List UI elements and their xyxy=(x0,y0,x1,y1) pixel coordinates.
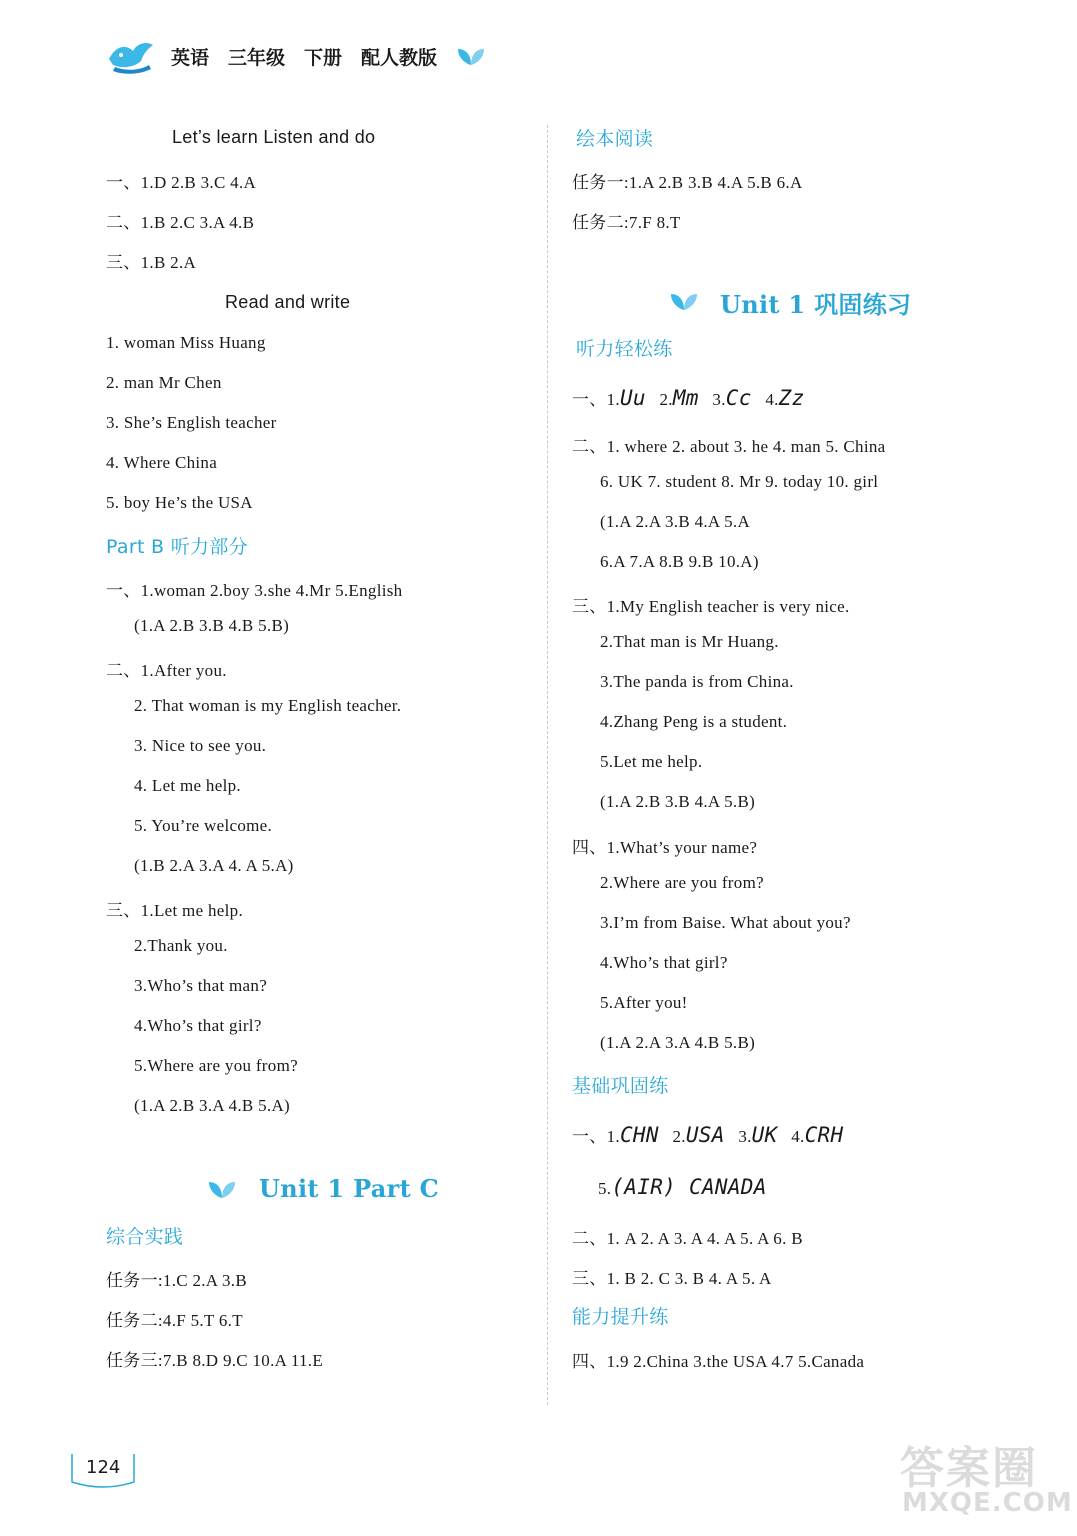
answer-line: 一、1.D 2.B 3.C 4.A xyxy=(106,173,257,192)
answer-line: 二、1. A 2. A 3. A 4. A 5. A 6. B xyxy=(572,1229,803,1248)
answer-line: (1.A 2.B 3.B 4.B 5.B) xyxy=(134,616,290,635)
answer-line: 2. That woman is my English teacher. xyxy=(134,696,402,715)
section-heading-basic: 基础巩固练 xyxy=(572,1075,669,1097)
answer-line: 三、1.My English teacher is very nice. xyxy=(572,597,850,616)
answer-line: (1.A 2.B 3.B 4.A 5.B) xyxy=(600,792,756,811)
leaf-icon xyxy=(456,45,486,67)
page-header xyxy=(105,36,486,76)
answer-prefix: 3. xyxy=(712,390,726,409)
answer-line: 5.Let me help. xyxy=(600,752,703,771)
bird-logo-icon xyxy=(105,37,157,75)
handwritten-answer: Cc xyxy=(725,386,752,410)
page-number: 124 xyxy=(86,1457,121,1478)
answer-line: 6. UK 7. student 8. Mr 9. today 10. girl xyxy=(600,472,879,491)
answer-line: 4. Let me help. xyxy=(134,776,241,795)
answer-line: 二、1.After you. xyxy=(106,661,227,680)
answer-line: 2. man Mr Chen xyxy=(106,373,222,392)
handwritten-answer: Uu xyxy=(619,386,646,410)
answer-line: 四、1.9 2.China 3.the USA 4.7 5.Canada xyxy=(572,1352,865,1371)
answer-line: (1.A 2.B 3.A 4.B 5.A) xyxy=(134,1096,291,1115)
section-heading-listening: 听力轻松练 xyxy=(576,338,673,360)
handwriting-answer-line xyxy=(572,385,805,410)
answer-line: 3. She’s English teacher xyxy=(106,413,277,432)
header-grade: 三年级 xyxy=(228,46,286,69)
answer-line: 4.Who’s that girl? xyxy=(600,953,728,972)
watermark-url: MXQE.COM xyxy=(902,1488,1073,1518)
answer-line: 一、1.woman 2.boy 3.she 4.Mr 5.English xyxy=(106,581,403,600)
handwritten-answer: UK xyxy=(751,1123,778,1147)
watermark xyxy=(900,1432,1073,1528)
unit-1-review-title: Unit 1 巩固练习 xyxy=(720,290,912,319)
leaf-icon xyxy=(206,1178,238,1200)
answer-line: 5. You’re welcome. xyxy=(134,816,273,835)
column-divider xyxy=(547,125,548,1405)
answer-line: 2.Where are you from? xyxy=(600,873,764,892)
answer-line: 四、1.What’s your name? xyxy=(572,838,758,857)
read-write-heading: Read and write xyxy=(225,292,351,312)
handwritten-answer: CRH xyxy=(804,1123,844,1147)
handwriting-answer-line xyxy=(572,1122,843,1147)
section-heading-picture-book: 绘本阅读 xyxy=(576,128,654,150)
answer-line: 2.Thank you. xyxy=(134,936,228,955)
answer-line: 3.Who’s that man? xyxy=(134,976,268,995)
answer-line: 三、1. B 2. C 3. B 4. A 5. A xyxy=(572,1269,772,1288)
answer-prefix: 3. xyxy=(738,1127,752,1146)
handwritten-answer: USA xyxy=(685,1123,725,1147)
handwritten-answer: (AIR) CANADA xyxy=(611,1175,767,1199)
answer-prefix: 2. xyxy=(672,1127,686,1146)
answer-line: 3.I’m from Baise. What about you? xyxy=(600,913,851,932)
handwriting-answer-line xyxy=(598,1175,767,1199)
page-number-box xyxy=(70,1452,136,1490)
answer-line: 3. Nice to see you. xyxy=(134,736,267,755)
answer-prefix: 一、1. xyxy=(572,1127,620,1146)
answer-line: 3.The panda is from China. xyxy=(600,672,794,691)
answer-line: 二、1.B 2.C 3.A 4.B xyxy=(106,213,255,232)
section-heading-advanced: 能力提升练 xyxy=(572,1306,669,1328)
answer-prefix: 4. xyxy=(765,390,779,409)
section-heading-comprehensive: 综合实践 xyxy=(106,1226,184,1248)
answer-line: 4.Who’s that girl? xyxy=(134,1016,262,1035)
answer-line: 三、1.Let me help. xyxy=(106,901,243,920)
answer-line: 4. Where China xyxy=(106,453,218,472)
answer-line: 任务二:7.F 8.T xyxy=(572,213,681,232)
answer-line: 二、1. where 2. about 3. he 4. man 5. China xyxy=(572,437,886,456)
answer-line: (1.A 2.A 3.B 4.A 5.A xyxy=(600,512,751,531)
answer-line: 4.Zhang Peng is a student. xyxy=(600,712,788,731)
answer-line: 5.Where are you from? xyxy=(134,1056,298,1075)
answer-line: 三、1.B 2.A xyxy=(106,253,197,272)
answer-line: 任务三:7.B 8.D 9.C 10.A 11.E xyxy=(106,1351,324,1370)
answer-prefix: 5. xyxy=(598,1179,612,1198)
header-volume: 下册 xyxy=(304,46,343,69)
handwritten-answer: Zz xyxy=(778,386,805,410)
answer-line: 任务一:1.C 2.A 3.B xyxy=(106,1271,247,1290)
answer-prefix: 4. xyxy=(791,1127,805,1146)
answer-line: (1.B 2.A 3.A 4. A 5.A) xyxy=(134,856,294,875)
unit-part-c-title: Unit 1 Part C xyxy=(259,1174,440,1203)
answer-line: 5. boy He’s the USA xyxy=(106,493,253,512)
handwritten-answer: CHN xyxy=(619,1123,659,1147)
watermark-logo-text: 答案圈 xyxy=(900,1443,1038,1494)
handwritten-answer: Mm xyxy=(672,386,699,410)
answer-line: 2.That man is Mr Huang. xyxy=(600,632,779,651)
leaf-icon xyxy=(668,290,700,312)
answer-line: 6.A 7.A 8.B 9.B 10.A) xyxy=(600,552,759,571)
section-heading-part-b: Part B 听力部分 xyxy=(106,536,248,558)
answer-line: 5.After you! xyxy=(600,993,688,1012)
answer-prefix: 2. xyxy=(659,390,673,409)
answer-line: 1. woman Miss Huang xyxy=(106,333,266,352)
lets-learn-heading: Let’s learn Listen and do xyxy=(172,127,376,147)
header-edition: 配人教版 xyxy=(361,46,438,69)
answer-line: (1.A 2.A 3.A 4.B 5.B) xyxy=(600,1033,756,1052)
answer-line: 任务二:4.F 5.T 6.T xyxy=(106,1311,243,1330)
answer-prefix: 一、1. xyxy=(572,390,620,409)
answer-line: 任务一:1.A 2.B 3.B 4.A 5.B 6.A xyxy=(572,173,803,192)
header-subject: 英语 xyxy=(171,46,210,69)
